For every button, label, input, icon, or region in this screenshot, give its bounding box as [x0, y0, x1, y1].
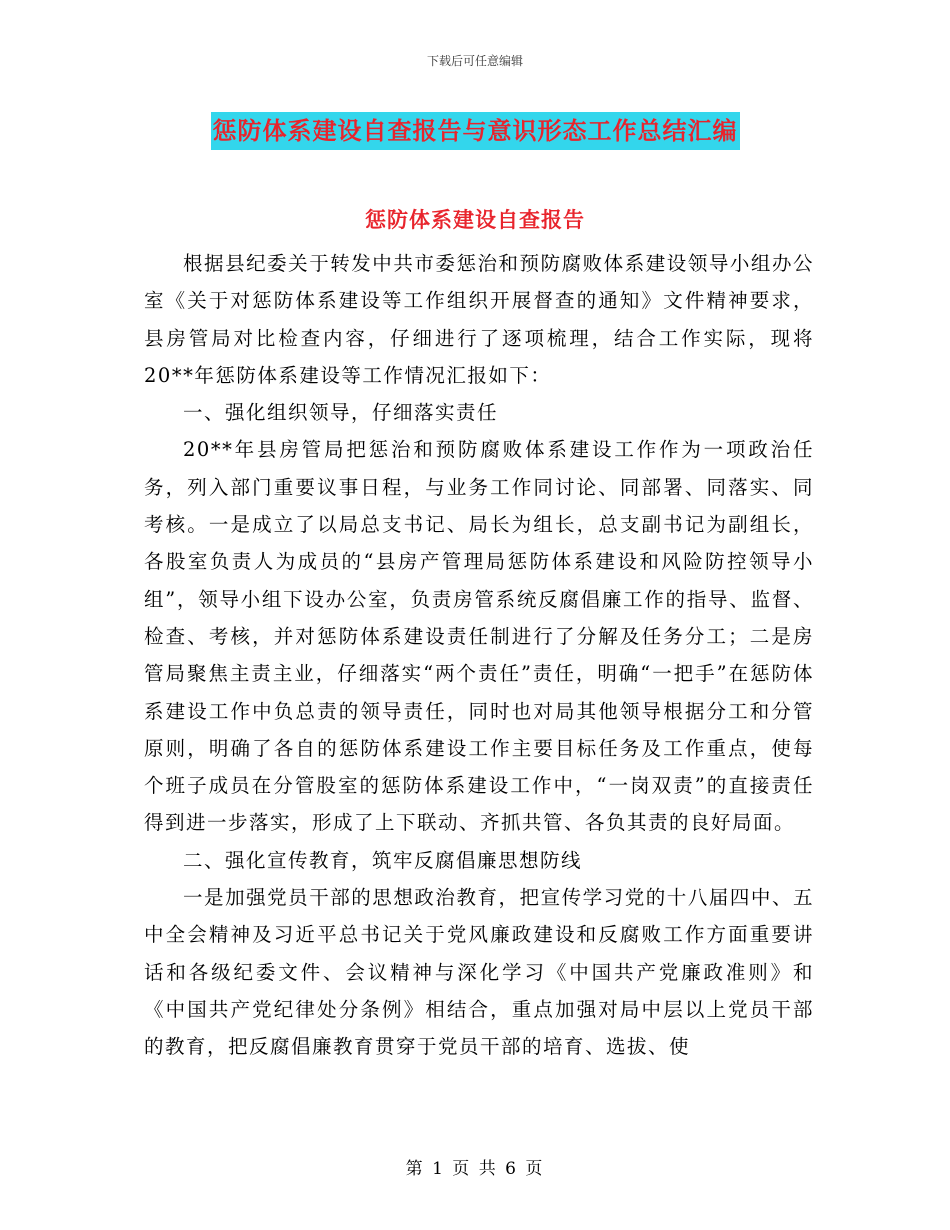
page-header-note: 下载后可任意编辑	[426, 54, 523, 68]
main-title-container	[0, 112, 950, 150]
section-heading-1: 一、强化组织领导，仔细落实责任	[183, 401, 499, 425]
page-number: 第 1 页 共 6 页	[405, 1159, 545, 1179]
paragraph-section-2: 一是加强党员干部的思想政治教育，把宣传学习党的十八届四中、五中全会精神及习近平总书记关于党风廉政建设和反腐败工作方面重要讲话和各级纪委文件、会议精神与深化学习《中国共产党廉政准则》和《中国共产党纪律处分条例》相结合，重点加强对局中层以上党员干部的教育，把反腐倡廉教育贯穿于党员干部的培育、选拔、使	[144, 886, 814, 1059]
paragraph-intro: 根据县纪委关于转发中共市委惩治和预防腐败体系建设领导小组办公室《关于对惩防体系建设等工作组织开展督查的通知》文件精神要求，县房管局对比检查内容，仔细进行了逐项梳理，结合工作实际，现将20**年惩防体系建设等工作情况汇报如下：	[144, 252, 814, 387]
main-title: 惩防体系建设自查报告与意识形态工作总结汇编	[211, 112, 740, 150]
section-heading-2: 二、强化宣传教育，筑牢反腐倡廉思想防线	[183, 848, 583, 872]
sub-title: 惩防体系建设自查报告	[365, 208, 585, 232]
paragraph-section-1: 20**年县房管局把惩治和预防腐败体系建设工作作为一项政治任务，列入部门重要议事日程，与业务工作同讨论、同部署、同落实、同考核。一是成立了以局总支书记、局长为组长，总支副书记为副组长，各股室负责人为成员的“县房产管理局惩防体系建设和风险防控领导小组”，领导小组下设办公室，负责房管系统反腐倡廉工作的指导、监督、检查、考核，并对惩防体系建设责任制进行了分解及任务分工；二是房管局聚焦主责主业，仔细落实“两个责任”责任，明确“一把手”在惩防体系建设工作中负总责的领导责任，同时也对局其他领导根据分工和分管原则，明确了各自的惩防体系建设工作主要目标任务及工作重点，使每个班子成员在分管股室的惩防体系建设工作中，“一岗双责”的直接责任得到进一步落实，形成了上下联动、齐抓共管、各负其责的良好局面。	[144, 438, 814, 835]
document-body	[144, 245, 814, 1066]
